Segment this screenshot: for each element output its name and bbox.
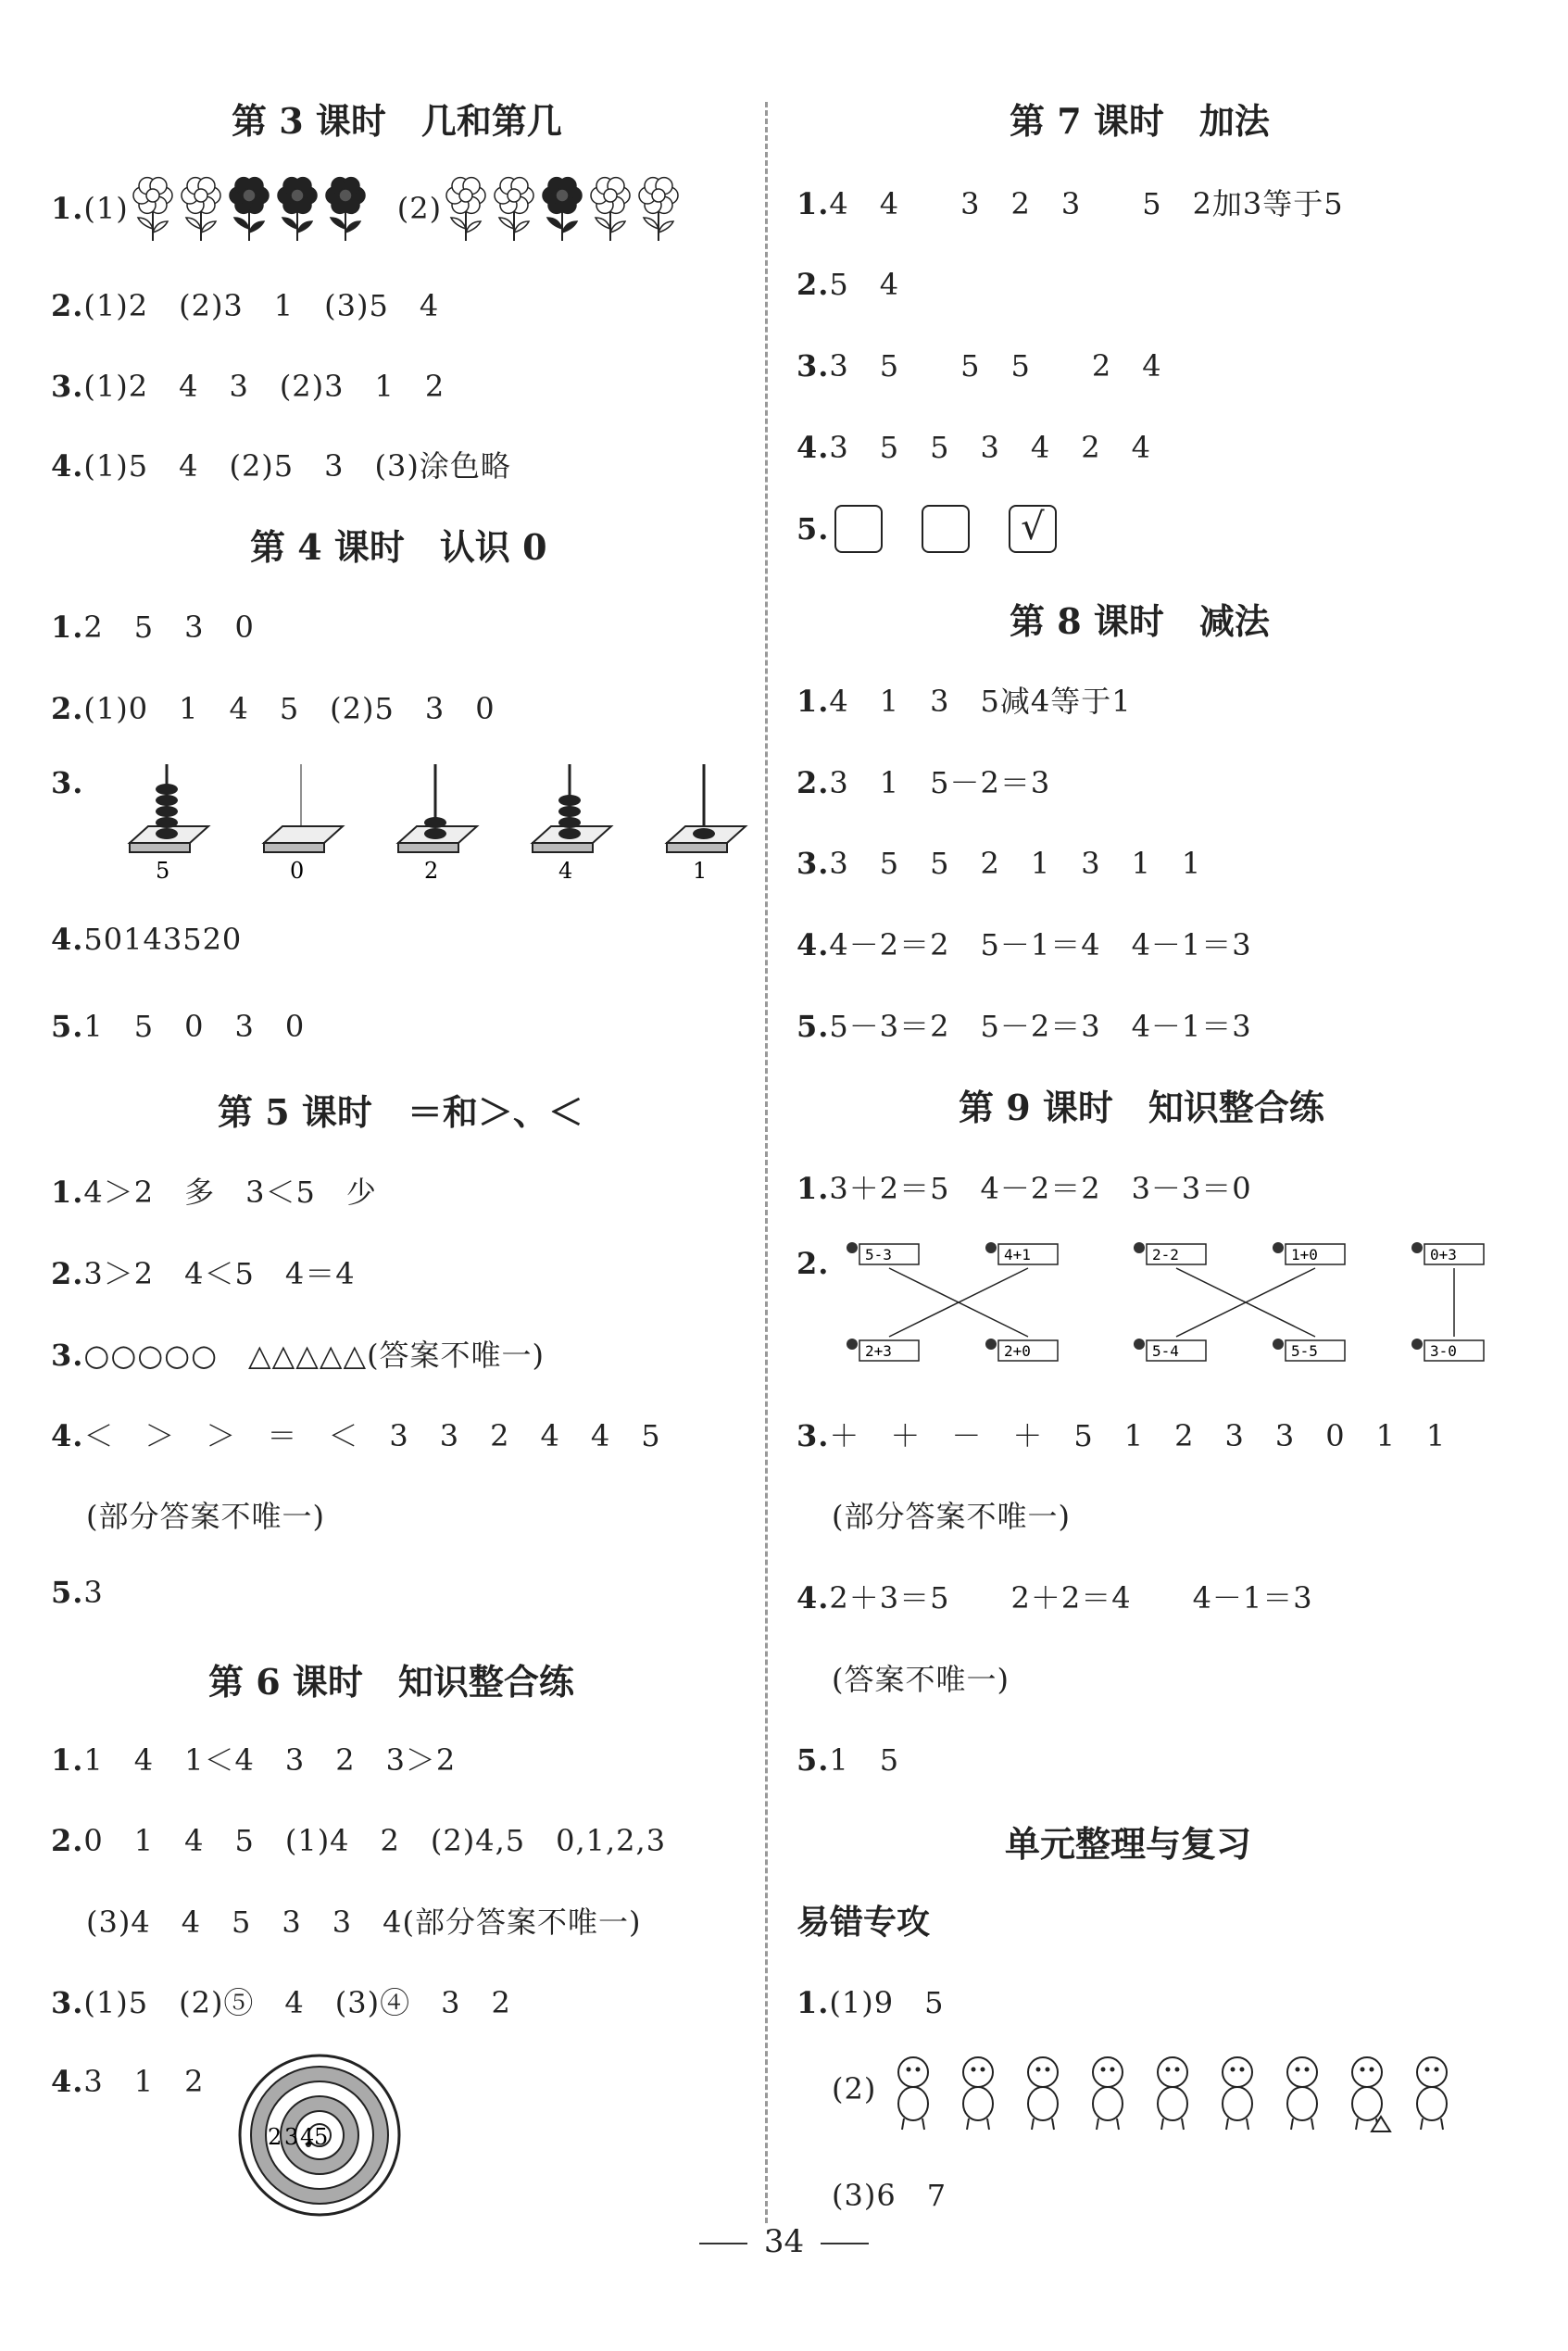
answer-line: 2.0 1 4 5 (1)4 2 (2)4,5 0,1,2,3 (51, 1823, 667, 1858)
filled-flower-icon (326, 178, 365, 241)
match-card-top (1273, 1242, 1345, 1264)
match-label: 4+1 (1004, 1246, 1031, 1264)
section-title: 第 4 课时 认识 0 (250, 526, 547, 568)
answer-note: (部分答案不唯一) (86, 1499, 325, 1534)
match-label: 5-5 (1291, 1342, 1318, 1360)
section-title: 第 6 课时 知识整合练 (208, 1661, 574, 1703)
answer-line: 5.1 5 (797, 1742, 900, 1778)
answer-line: 3.○○○○○ △△△△△(答案不唯一) (51, 1338, 546, 1373)
match-card-bottom (847, 1339, 919, 1361)
match-card-top (985, 1242, 1058, 1264)
match-label: 1+0 (1291, 1246, 1318, 1264)
ring-label: 2 (268, 2124, 282, 2150)
filled-flower-icon (278, 178, 317, 241)
match-card-bottom (1134, 1339, 1206, 1361)
answer-line: (3)6 7 (832, 2178, 947, 2213)
filled-flower-icon (543, 178, 582, 241)
abacus-icon (264, 764, 343, 852)
answer-line: 2.(1)2 (2)3 1 (3)5 4 (51, 288, 440, 323)
answer-line: 1.4＞2 多 3＜5 少 (51, 1175, 377, 1210)
empty-checkbox (922, 505, 970, 553)
match-label: 5-3 (865, 1246, 892, 1264)
abacus-label: 4 (558, 858, 573, 880)
lion-icon (1352, 2057, 1382, 2130)
answer-line: 3.3 5 5 2 1 3 1 1 (797, 846, 1202, 881)
ring-label: 4 (300, 2124, 315, 2150)
abacus-icon (130, 764, 208, 852)
sheep-icon (1158, 2057, 1187, 2130)
answer-line: 4.＜ ＞ ＞ ＝ ＜ 3 3 2 4 4 5 (51, 1418, 661, 1453)
answer-line: 5.5－3＝2 5－2＝3 4－1＝3 (797, 1009, 1252, 1044)
abacus-label: 2 (424, 858, 439, 880)
match-label: 5-4 (1152, 1342, 1179, 1360)
target-rings-diagram (236, 2052, 403, 2219)
squirrel-icon (1223, 2057, 1252, 2130)
section-title: 单元整理与复习 (1005, 1823, 1252, 1865)
outline-flower-icon (495, 178, 533, 241)
section-title: 第 3 课时 几和第几 (232, 100, 562, 142)
checked-checkbox: √ (1009, 505, 1057, 553)
match-label: 0+3 (1430, 1246, 1457, 1264)
match-card-bottom (1273, 1339, 1345, 1361)
section-title: 第 5 课时 ＝和＞、＜ (218, 1091, 583, 1133)
flower-row-icon (442, 171, 683, 245)
answer-line: 2.3 1 5－2＝3 (797, 765, 1051, 800)
answer-line: 1.2 5 3 0 (51, 610, 255, 645)
section-title: 第 8 课时 减法 (1010, 600, 1270, 642)
subsection-title: 易错专攻 (797, 1903, 931, 1942)
outline-flower-icon (446, 178, 485, 241)
column-divider (765, 102, 768, 2223)
answer-note: (答案不唯一) (832, 1662, 1010, 1697)
animal-row-icon (876, 2043, 1487, 2135)
answer-line: 1. (1) (2) (51, 171, 683, 245)
match-card-bottom (1411, 1339, 1484, 1361)
match-label: 2+3 (865, 1342, 892, 1360)
outline-flower-icon (133, 178, 172, 241)
answer-line: 1.4 4 3 2 3 5 2加3等于5 (797, 186, 1344, 221)
tiger-icon (963, 2057, 993, 2130)
answer-line: 3. (51, 765, 84, 800)
abacus-label: 5 (156, 858, 170, 880)
dog-icon (898, 2057, 928, 2130)
section-title: 第 7 课时 加法 (1010, 100, 1270, 142)
match-label: 2-2 (1152, 1246, 1179, 1264)
answer-line: 3.(1)5 (2)⑤ 4 (3)④ 3 2 (51, 1985, 511, 2020)
abacus-label: 1 (693, 858, 708, 880)
abacus-icon (533, 764, 611, 852)
section-title: 第 9 课时 知识整合练 (959, 1087, 1324, 1128)
answer-line: 1.1 4 1＜4 3 2 3＞2 (51, 1742, 457, 1778)
abacus-label: 0 (290, 858, 305, 880)
monkey-icon (1417, 2057, 1447, 2130)
outline-flower-icon (182, 178, 220, 241)
ring-label: 3 (284, 2124, 299, 2150)
abacus-icon (667, 764, 746, 852)
answer-line: (2) (832, 2043, 1487, 2135)
answer-line: 2. (797, 1246, 830, 1281)
answer-line: 5. √ (797, 505, 1096, 553)
outline-flower-icon (591, 178, 630, 241)
answer-line: 4.50143520 (51, 922, 243, 957)
match-label: 2+0 (1004, 1342, 1031, 1360)
match-card-top (847, 1242, 919, 1264)
answer-line: 2.(1)0 1 4 5 (2)5 3 0 (51, 691, 495, 726)
answer-line: 1.3＋2＝5 4－2＝2 3－3＝0 (797, 1171, 1252, 1206)
answer-line: 4.4－2＝2 5－1＝4 4－1＝3 (797, 927, 1252, 962)
answer-line: 4.3 5 5 3 4 2 4 (797, 430, 1151, 465)
answer-line: 3.3 5 5 5 2 4 (797, 348, 1162, 383)
abacus-icon (398, 764, 477, 852)
answer-line: 5.1 5 0 3 0 (51, 1009, 306, 1044)
answer-line: 4.2＋3＝5 2＋2＝4 4－1＝3 (797, 1580, 1313, 1616)
answer-note: (部分答案不唯一) (832, 1499, 1071, 1534)
answer-line: 3.(1)2 4 3 (2)3 1 2 (51, 369, 445, 404)
ring-label: 5 (314, 2124, 329, 2150)
flower-row-icon (129, 171, 370, 245)
rabbit-icon (1093, 2057, 1123, 2130)
match-card-top (1411, 1242, 1484, 1264)
frog-icon (1287, 2057, 1317, 2130)
filled-flower-icon (230, 178, 269, 241)
page-number: 34 (0, 2223, 1568, 2260)
answer-line: 5.3 (51, 1575, 104, 1610)
empty-checkbox (834, 505, 883, 553)
outline-flower-icon (639, 178, 678, 241)
cat-icon (1028, 2057, 1058, 2130)
answer-line: 3.＋ ＋ － ＋ 5 1 2 3 3 0 1 1 (797, 1418, 1447, 1453)
abacus-diagram (79, 760, 764, 880)
answer-line: 1.4 1 3 5减4等于1 (797, 684, 1132, 719)
answer-line: 2.5 4 (797, 267, 900, 302)
answer-line: 1.(1)9 5 (797, 1985, 945, 2020)
answer-line: 2.3＞2 4＜5 4＝4 (51, 1256, 356, 1291)
answer-line: (3)4 4 5 3 3 4(部分答案不唯一) (86, 1905, 642, 1940)
match-label: 3-0 (1430, 1342, 1457, 1360)
match-card-bottom (985, 1339, 1058, 1361)
answer-line: 4.(1)5 4 (2)5 3 (3)涂色略 (51, 448, 511, 484)
answer-line: 4.3 1 2 (51, 2064, 205, 2099)
match-card-top (1134, 1242, 1206, 1264)
matching-diagram (834, 1237, 1519, 1376)
